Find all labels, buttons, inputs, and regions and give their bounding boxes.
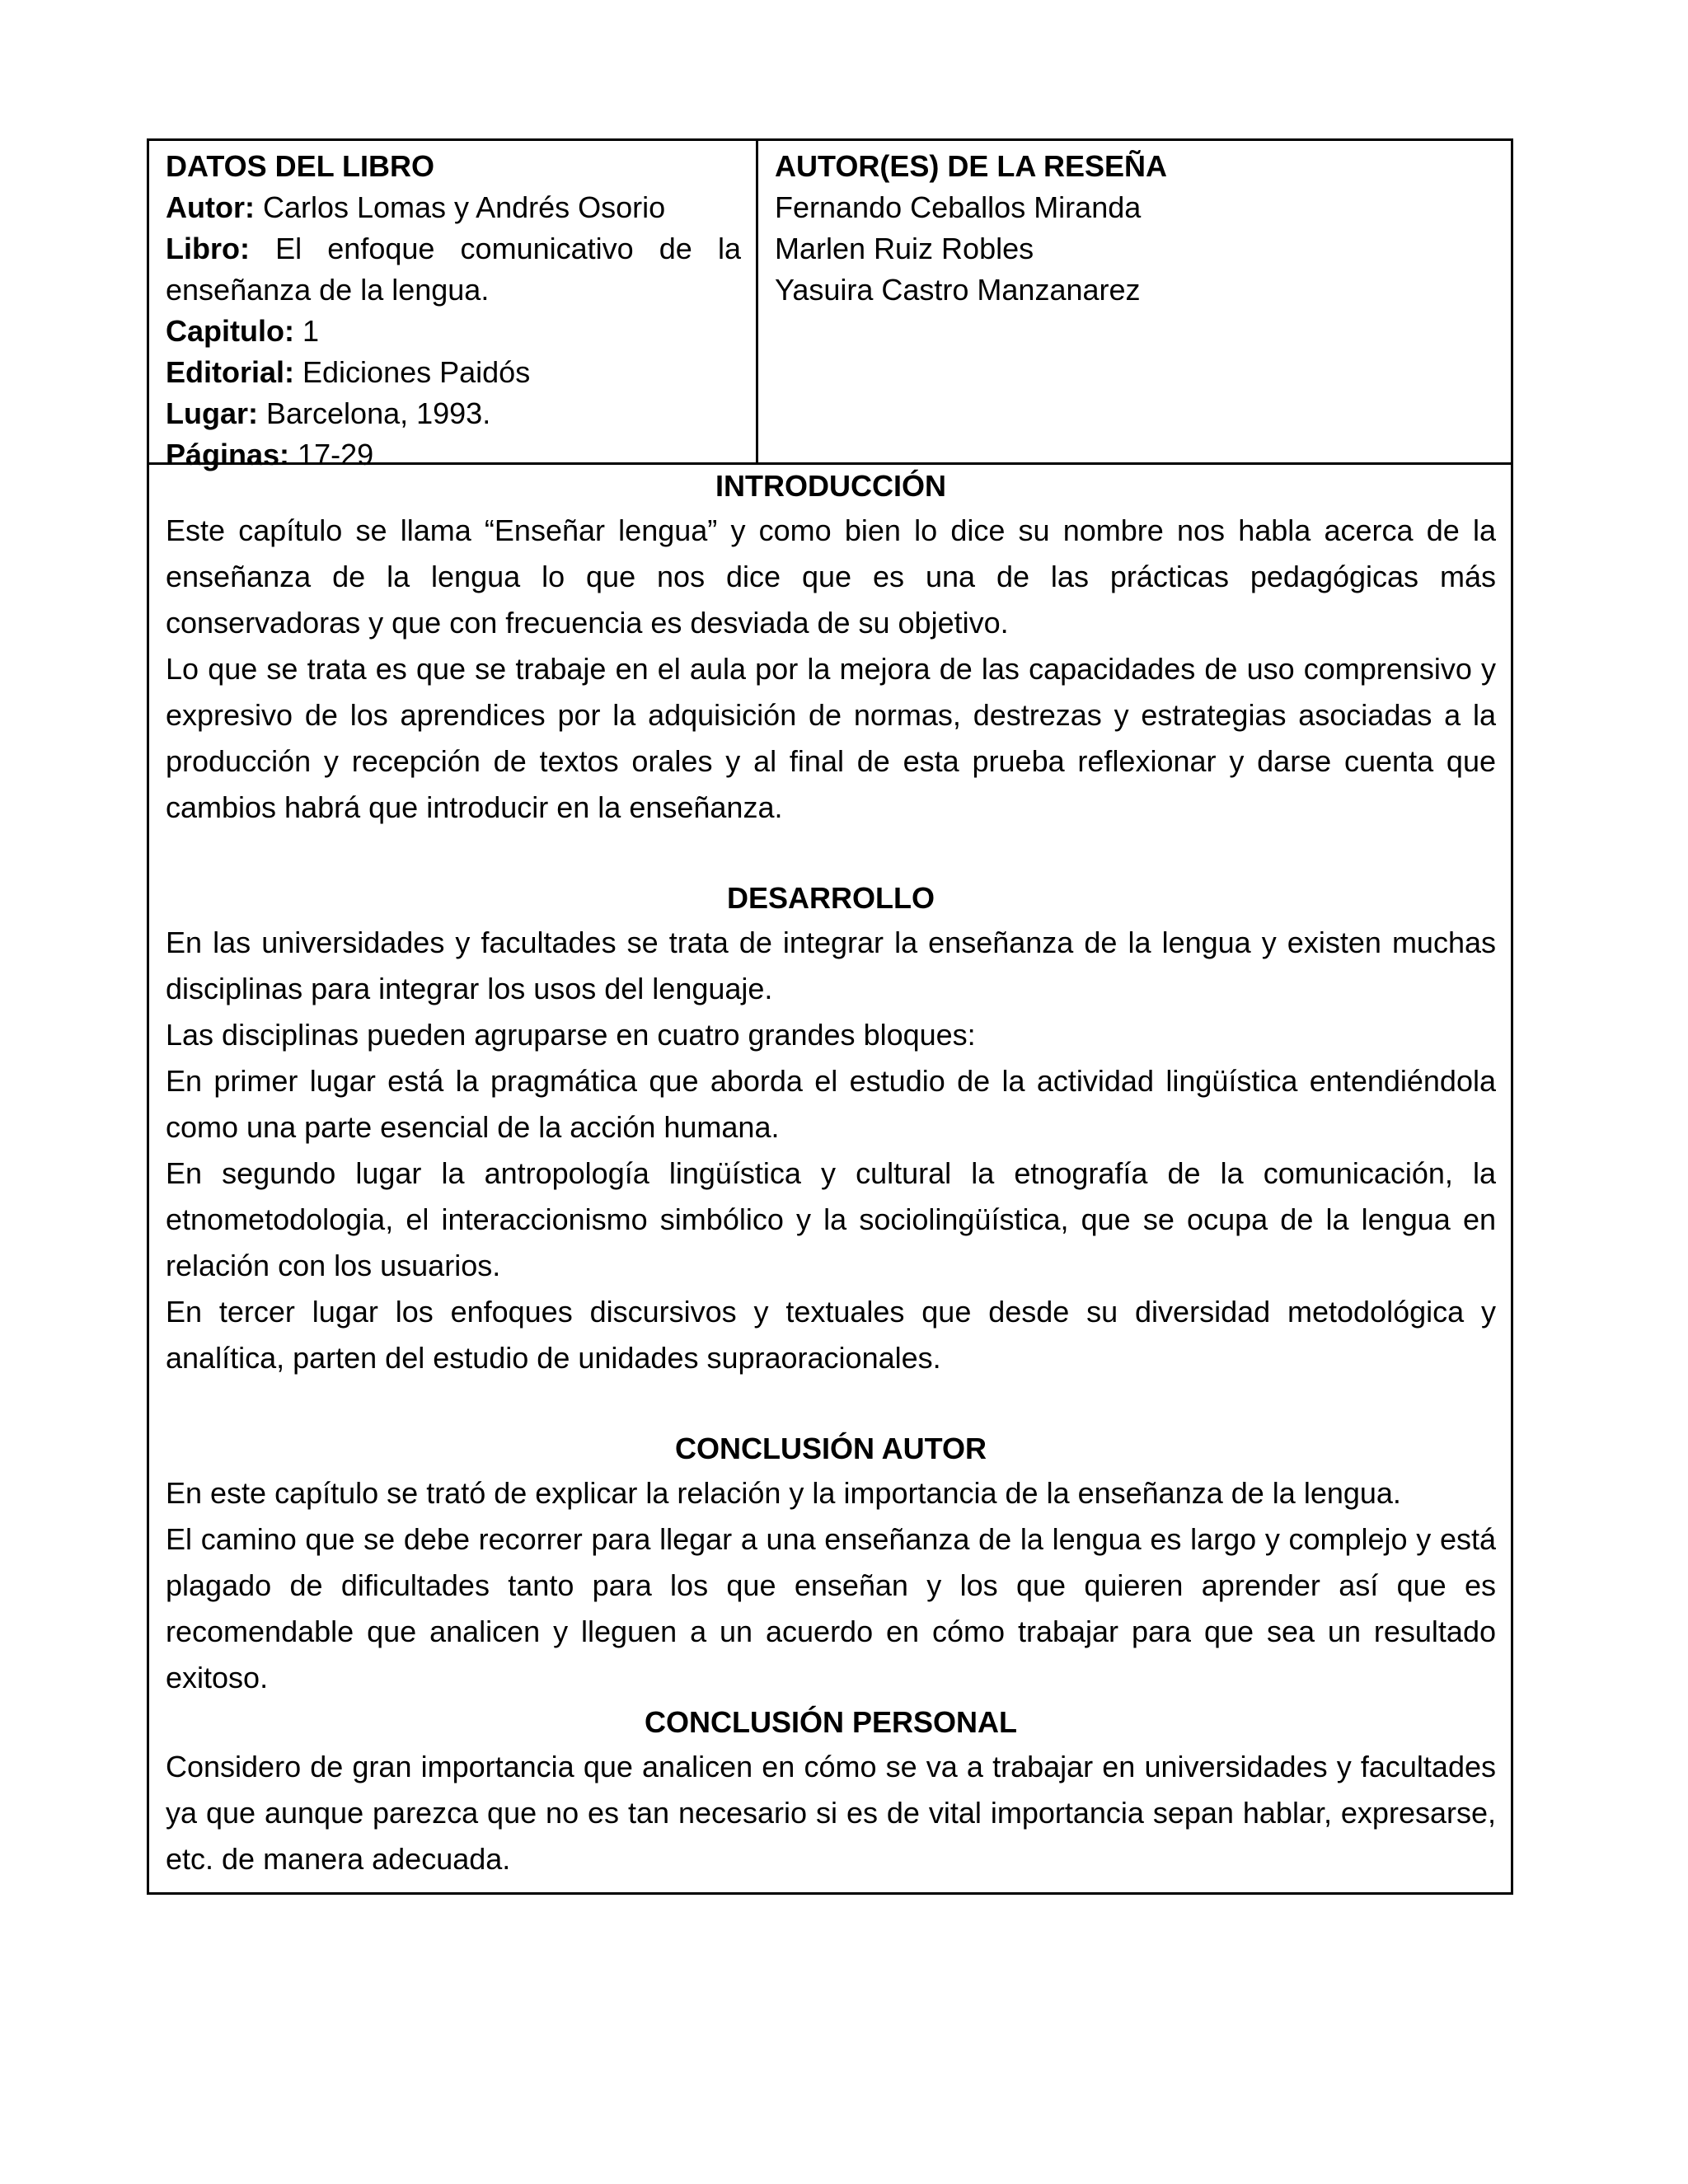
pages-line (166, 434, 741, 476)
book-data-cell (149, 141, 758, 471)
development-paragraph: En primer lugar está la pragmática que aborda el estudio de la actividad lingüística entendiéndola como una parte esencial de la acción humana. (166, 1064, 1496, 1144)
author-line (166, 187, 741, 228)
book-data-heading: DATOS DEL LIBRO (166, 149, 435, 183)
review-authors-heading: AUTOR(ES) DE LA RESEÑA (775, 149, 1168, 183)
place-value: Barcelona, 1993. (258, 396, 491, 430)
book-label: Libro: (166, 232, 250, 265)
review-author-name: Marlen Ruiz Robles (775, 232, 1034, 265)
development-paragraph: Las disciplinas pueden agruparse en cuatro grandes bloques: (166, 1018, 976, 1052)
author-value: Carlos Lomas y Andrés Osorio (254, 190, 666, 224)
chapter-value: 1 (293, 314, 320, 348)
introduction-paragraph: Este capítulo se llama “Enseñar lengua” y como bien lo dice su nombre nos habla acerca de la enseñanza de la lengua lo que nos dice que es una de las prácticas pedagógicas más conservadoras y que con frecuencia es desviada de su objetivo. (166, 513, 1496, 640)
section-spacer (166, 831, 1496, 877)
review-author-name: Fernando Ceballos Miranda (775, 190, 1142, 224)
development-paragraph: En las universidades y facultades se trata de integrar la enseñanza de la lengua y existen muchas disciplinas para integrar los usos del lenguaje. (166, 926, 1496, 1005)
personal-conclusion-paragraph: Considero de gran importancia que analicen en cómo se va a trabajar en universidades y facultades ya que aunque parezca que no es tan necesario si es de vital importancia sepan hablar, expresarse, etc. de manera adecuada. (166, 1750, 1496, 1876)
introduction-paragraph: Lo que se trata es que se trabaje en el aula por la mejora de las capacidades de uso comprensivo y expresivo de los aprendices por la adquisición de normas, destrezas y estrategias asociadas a la producción y recepción de textos orales y al final de esta prueba reflexionar y darse cuenta que cambios habrá que introducir en la enseñanza. (166, 652, 1496, 824)
review-author-name: Yasuira Castro Manzanarez (775, 273, 1141, 307)
place-label: Lugar: (166, 396, 258, 430)
personal-conclusion-title: CONCLUSIÓN PERSONAL (644, 1705, 1018, 1739)
chapter-line (166, 311, 741, 352)
book-value-line1: El enfoque comunicativo de la (249, 232, 741, 265)
author-conclusion-title: CONCLUSIÓN AUTOR (675, 1432, 987, 1465)
place-line (166, 393, 741, 434)
author-conclusion-paragraph: En este capítulo se trató de explicar la relación y la importancia de la enseñanza de la lengua. (166, 1476, 1401, 1510)
section-spacer (166, 1381, 1496, 1427)
author-label: Autor: (166, 190, 255, 224)
development-paragraph: En segundo lugar la antropología lingüística y cultural la etnografía de la comunicación, la etnometodologia, el interaccionismo simbólico y la sociolingüística, que se ocupa de la lengua en relación con los usuarios. (166, 1156, 1496, 1282)
review-authors-cell (758, 141, 1511, 462)
pages-label: Páginas: (166, 438, 290, 471)
development-title: DESARROLLO (727, 881, 935, 915)
review-table (147, 138, 1513, 1895)
pages-value: 17-29 (289, 438, 374, 471)
header-row (149, 141, 1511, 471)
introduction-title: INTRODUCCIÓN (715, 469, 946, 503)
review-body-cell (149, 465, 1511, 1892)
author-conclusion-paragraph: El camino que se debe recorrer para llegar a una enseñanza de la lengua es largo y complejo y está plagado de dificultades tanto para los que enseñan y los que quieren aprender así que es recomendable que analicen y lleguen a un acuerdo en cómo trabajar para que sea un resultado exitoso. (166, 1522, 1496, 1694)
chapter-label: Capitulo: (166, 314, 294, 348)
book-line (166, 228, 741, 269)
publisher-value: Ediciones Paidós (294, 355, 531, 389)
publisher-label: Editorial: (166, 355, 295, 389)
publisher-line (166, 352, 741, 393)
development-paragraph: En tercer lugar los enfoques discursivos y textuales que desde su diversidad metodológica y analítica, parten del estudio de unidades supraoracionales. (166, 1295, 1496, 1375)
book-value-line2: enseñanza de la lengua. (166, 273, 490, 307)
